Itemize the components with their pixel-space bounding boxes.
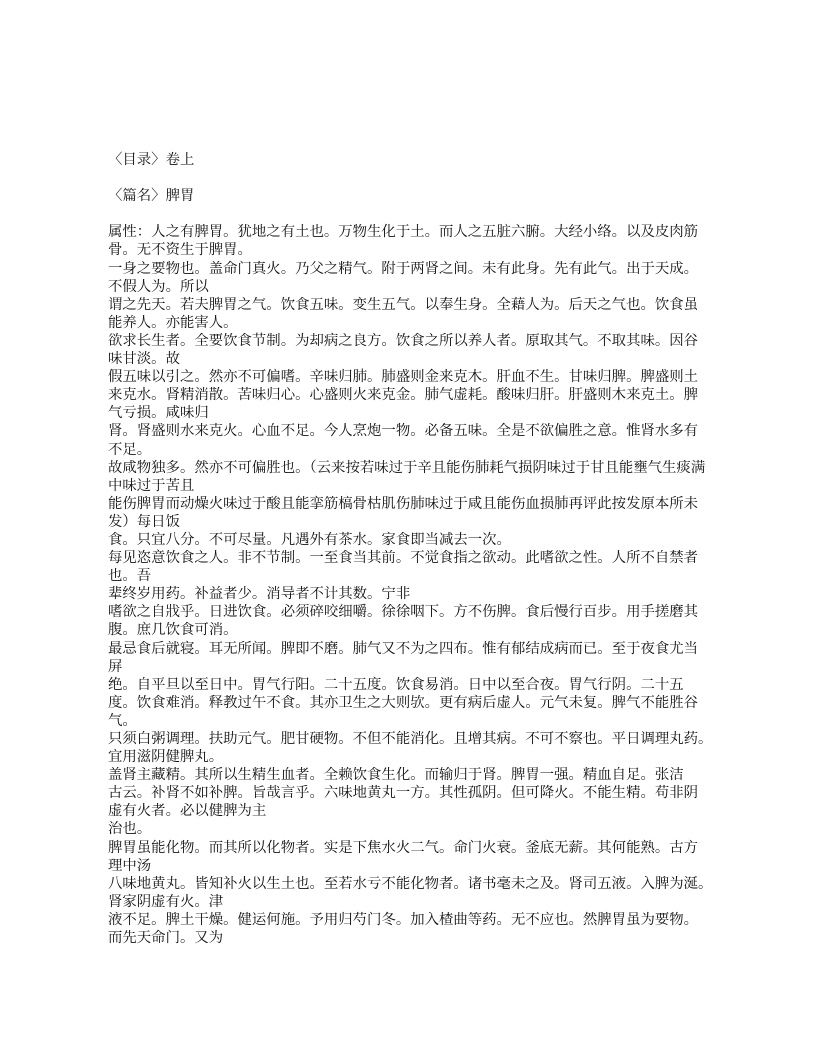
- text-line: 气。: [108, 712, 137, 729]
- document-page: [108, 151, 718, 947]
- text-line: 骨。无不资生于脾胃。: [108, 242, 252, 259]
- text-line: 度。饮食难消。释教过午不食。其亦卫生之大则欤。更有病后虚人。元气未复。脾气不能胜谷: [108, 694, 699, 711]
- text-line: 故咸物独多。然亦不可偏胜也。（云来按若味过于辛且能伤肺耗气损阴味过于甘且能壅气生痰满: [108, 459, 706, 476]
- text-line: 理中汤: [108, 857, 152, 874]
- text-line: 一身之要物也。盖命门真火。乃父之精气。附于两肾之间。未有此身。先有此气。出于天成。: [108, 260, 699, 277]
- text-line: 来克水。肾精消散。苦味归心。心盛则火来克金。肺气虚耗。酸味归肝。肝盛则木来克土。脾: [108, 387, 699, 404]
- text-line: 不假人为。所以: [108, 278, 209, 295]
- text-line: 盖肾主藏精。其所以生精生血者。全赖饮食生化。而输归于肾。脾胃一强。精血自足。张洁: [108, 767, 684, 784]
- text-line: 气亏损。咸味归: [108, 405, 209, 422]
- text-line: 每见恣意饮食之人。非不节制。一至食当其前。不觉食指之欲动。此嗜欲之性。人所不自禁者: [108, 550, 699, 567]
- text-line: 腹。庶几饮食可消。: [108, 622, 238, 639]
- text-line: 能伤脾胃而动燥火味过于酸且能挛筋槁骨枯肌伤肺味过于咸且能伤血损肺再评此按发原本所未: [108, 495, 699, 512]
- text-line: 嗜欲之自戕乎。日进饮食。必须碎咬细嚼。徐徐咽下。方不伤脾。食后慢行百步。用手搓磨其: [108, 604, 699, 621]
- catalog-heading: 〈目录〉卷上: [108, 152, 195, 168]
- text-line: 治也。: [108, 821, 152, 838]
- text-line: 味甘淡。故: [108, 351, 180, 368]
- text-line: 宜用滋阴健脾丸。: [108, 749, 224, 766]
- text-line: 中味过于苦且: [108, 477, 195, 494]
- text-line: 屏: [108, 658, 123, 675]
- text-line: 辈终岁用药。补益者少。消导者不计其数。宁非: [108, 586, 411, 603]
- text-line: 八味地黄丸。皆知补火以生土也。至若水亏不能化物者。诸书毫未之及。肾司五液。入脾为涎。: [108, 875, 713, 892]
- text-line: 肾。肾盛则水来克火。心血不足。今人烹炮一物。必备五味。全是不欲偏胜之意。惟肾水多有: [108, 423, 699, 440]
- text-line: 只须白粥调理。扶助元气。肥甘硬物。不但不能消化。且增其病。不可不察也。平日调理丸药。: [108, 731, 713, 747]
- text-line: 不足。: [108, 441, 152, 458]
- text-line: 古云。补肾不如补脾。旨哉言乎。六味地黄丸一方。其性孤阴。但可降火。不能生精。苟非阴: [108, 785, 699, 802]
- spacer: [108, 205, 718, 223]
- spacer: [108, 169, 718, 187]
- text-line: 谓之先天。若夫脾胃之气。饮食五味。变生五气。以奉生身。全藉人为。后天之气也。饮食虽: [108, 296, 699, 313]
- text-line: 假五味以引之。然亦不可偏嗜。辛味归肺。肺盛则金来克木。肝血不生。甘味归脾。脾盛则土: [108, 369, 699, 386]
- text-line: 绝。自平旦以至日中。胃气行阳。二十五度。饮食易消。日中以至合夜。胃气行阴。二十五: [108, 676, 684, 693]
- text-line: 虚有火者。必以健脾为主: [108, 803, 267, 820]
- text-line: 最忌食后就寝。耳无所闻。脾即不磨。肺气又不为之四布。惟有郁结成病而已。至于夜食尤当: [108, 640, 699, 657]
- text-line: 液不足。脾土干燥。健运何施。予用归芍门冬。加入楂曲等药。无不应也。然脾胃虽为要物。: [108, 911, 699, 928]
- chapter-heading: 〈篇名〉脾胃: [108, 188, 195, 205]
- text-line: 属性：人之有脾胃。犹地之有土也。万物生化于土。而人之五脏六腑。大经小络。以及皮肉筋: [108, 224, 699, 241]
- text-line: 食。只宜八分。不可尽量。凡遇外有茶水。家食即当减去一次。: [108, 531, 511, 548]
- text-line: 欲求长生者。全要饮食节制。为却病之良方。饮食之所以养人者。原取其气。不取其味。因谷: [108, 332, 699, 349]
- text-line: 肾家阴虚有火。津: [108, 893, 224, 910]
- text-line: 能养人。亦能害人。: [108, 314, 238, 331]
- text-line: 发）每日饭: [108, 513, 180, 530]
- text-line: 脾胃虽能化物。而其所以化物者。实是下焦水火二气。命门火衰。釜底无薪。其何能熟。古方: [108, 839, 699, 856]
- text-line: 而先天命门。又为: [108, 930, 224, 947]
- text-line: 也。吾: [108, 568, 152, 585]
- body-text: [108, 223, 718, 947]
